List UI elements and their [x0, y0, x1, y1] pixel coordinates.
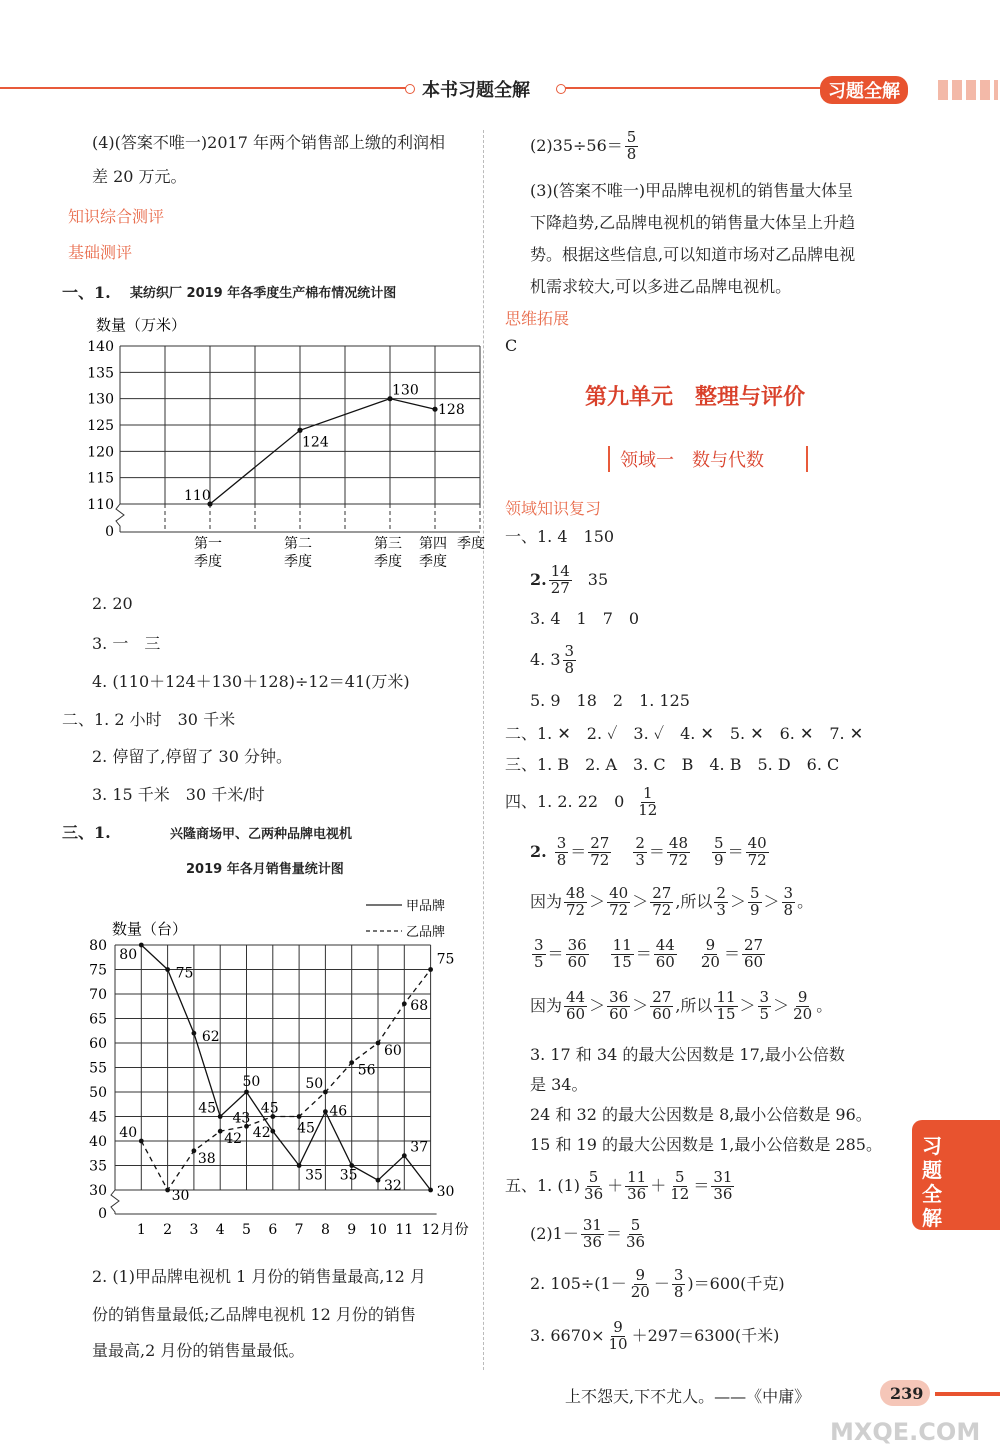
y-tick-label: 80: [89, 938, 107, 954]
fraction: $\frac{5}{36}$: [584, 1168, 604, 1203]
text: 2.: [530, 841, 547, 861]
fraction: $\frac{27}{60}$: [652, 988, 672, 1023]
fraction: $\frac{9}{20}$: [700, 936, 720, 971]
answer-line: (2)35÷56＝ $\frac{5}{8}$: [530, 128, 637, 163]
fraction: $\frac{27}{60}$: [743, 936, 764, 971]
column-divider: [483, 130, 484, 1370]
data-point: [218, 1129, 223, 1134]
answer-line: 2. $\frac{14}{27}$ 35: [530, 562, 609, 597]
answer-line: 4. 3 $\frac{3}{8}$: [530, 642, 575, 677]
fraction: $\frac{36}{60}$: [567, 936, 587, 971]
x-tick-label: 第四: [419, 536, 447, 552]
y-tick-label: 0: [98, 1206, 107, 1222]
text: 五、1. (1): [505, 1175, 581, 1195]
fraction: $\frac{11}{36}$: [627, 1168, 647, 1203]
y-tick-label: 55: [89, 1060, 107, 1077]
text: ＞: [773, 995, 790, 1015]
text: ＝: [635, 943, 652, 963]
x-tick-label: 第三: [374, 536, 402, 552]
x-tick-label: 季度: [194, 554, 222, 570]
answer-line: 是 34。: [530, 1075, 588, 1094]
fraction: $\frac{5}{36}$: [625, 1216, 646, 1251]
data-label: 110: [184, 488, 211, 504]
x-tick-label: 4: [215, 1222, 225, 1238]
axis-break: [111, 1190, 119, 1214]
answer-line: [505, 1170, 736, 1203]
text: 因为: [530, 891, 563, 911]
answer-line: C: [505, 336, 518, 355]
y-tick-label: 40: [89, 1134, 107, 1150]
y-tick-label: 130: [87, 391, 114, 408]
data-label: 35: [339, 1167, 358, 1184]
answer-line: [530, 1218, 649, 1251]
data-label: 42: [252, 1125, 271, 1142]
y-tick-label: 135: [87, 365, 114, 382]
y-axis-label: 数量（台）: [112, 920, 188, 938]
text: ＞: [589, 995, 606, 1015]
question-label: 一、1.: [62, 283, 111, 302]
fraction: $\frac{36}{60}$: [609, 988, 629, 1023]
data-point: [349, 1060, 354, 1065]
data-point: [192, 1031, 197, 1036]
data-point: [297, 1163, 302, 1168]
answer-line: 势。根据这些信息,可以知道市场对乙品牌电视: [530, 245, 856, 264]
text: ＞: [739, 995, 756, 1015]
left-line-2: 差 20 万元。: [92, 167, 187, 186]
text: ＝: [605, 1223, 622, 1243]
x-tick-label: 7: [294, 1222, 304, 1238]
answer-line: 3. 一 三: [92, 634, 161, 653]
text: ＝: [693, 1175, 710, 1195]
data-label: 75: [175, 965, 194, 982]
fraction: $\frac{48}{72}$: [668, 834, 689, 869]
fraction: $\frac{31}{36}$: [713, 1168, 733, 1203]
data-label: 50: [242, 1074, 261, 1090]
x-axis-label: 季度: [457, 536, 485, 552]
header-dot-left: [405, 84, 415, 94]
fraction: $\frac{5}{9}$: [749, 884, 760, 919]
data-point: [428, 1188, 433, 1193]
footer-quote: 上不怨天,下不尤人。——《中庸》: [565, 1387, 811, 1406]
chart-tv-sales: [60, 890, 480, 1245]
text: ＋: [607, 1175, 624, 1195]
fraction: $\frac{5}{12}$: [670, 1168, 690, 1203]
fraction: $\frac{40}{72}$: [747, 834, 767, 869]
text: ＝: [570, 841, 587, 861]
data-label: 75: [436, 951, 455, 968]
x-tick-label: 10: [369, 1222, 387, 1238]
fraction: $\frac{9}{20}$: [793, 988, 813, 1023]
section-heading: 思维拓展: [505, 309, 570, 328]
text: 2. 105÷(1－: [530, 1273, 627, 1293]
footer-bar: [935, 1392, 1000, 1396]
text: ,所以: [675, 995, 713, 1015]
question-label: 三、1.: [62, 823, 111, 842]
y-tick-label: 65: [89, 1011, 107, 1028]
data-label: 130: [392, 382, 419, 399]
data-label: 62: [201, 1029, 220, 1046]
fraction: $\frac{9}{10}$: [608, 1318, 628, 1353]
chart-quarterly-cloth: [60, 310, 485, 580]
data-point: [192, 1148, 197, 1153]
x-tick-label: 第二: [284, 536, 312, 552]
text: 因为: [530, 995, 563, 1015]
data-label: 124: [302, 434, 329, 451]
chart-grid: [87, 339, 480, 540]
text: 3. 6670×: [530, 1325, 605, 1345]
fraction: $\frac{2}{3}$: [716, 884, 726, 919]
data-label: 45: [198, 1100, 217, 1117]
chart-marks: [184, 383, 485, 570]
answer-line: 一、1. 4 150: [505, 527, 615, 546]
data-point: [218, 1114, 223, 1119]
text: 。: [816, 995, 833, 1015]
fraction: $\frac{3}{5}$: [534, 936, 544, 971]
data-point: [270, 1129, 275, 1134]
y-tick-label: 50: [89, 1085, 107, 1101]
answer-line: 二、1. 2 小时 30 千米: [62, 710, 236, 729]
data-label: 50: [305, 1076, 324, 1092]
section-heading: 基础测评: [68, 243, 133, 262]
data-label: 30: [436, 1184, 455, 1200]
header-dot-right: [556, 84, 566, 94]
answer-line: 三、1. B 2. A 3. C B 4. B 5. D 6. C: [505, 755, 840, 774]
chart-title: 某纺织厂 2019 年各季度生产棉布情况统计图: [130, 286, 397, 301]
data-point: [402, 1001, 407, 1006]
data-label: 68: [410, 997, 429, 1014]
y-tick-label: 115: [87, 470, 114, 487]
data-label: 128: [438, 402, 465, 419]
answer-line: 15 和 19 的最大公因数是 1,最小公倍数是 285。: [530, 1135, 882, 1154]
x-tick-label: 季度: [374, 554, 402, 570]
x-tick-label: 6: [268, 1222, 278, 1238]
x-tick-label: 8: [320, 1222, 330, 1238]
data-point: [297, 428, 302, 433]
answer-line: 份的销售量最低;乙品牌电视机 12 月份的销售: [92, 1305, 416, 1324]
data-label: 30: [171, 1188, 190, 1204]
header-rule-right: [565, 87, 823, 89]
x-axis-label: 月份: [440, 1222, 469, 1238]
fraction: $\frac{11}{15}$: [716, 988, 736, 1023]
legend-label-a: 甲品牌: [406, 899, 446, 914]
answer-line: 2. (1)甲品牌电视机 1 月份的销售量最高,12 月: [92, 1267, 426, 1286]
chart-marks: [119, 943, 468, 1238]
answer-line: (3)(答案不唯一)甲品牌电视机的销售量大体呈: [530, 181, 854, 200]
data-point: [376, 1041, 381, 1046]
text: ＝: [727, 841, 744, 861]
data-label: 43: [232, 1110, 251, 1127]
data-label: 46: [329, 1103, 348, 1120]
fraction: $\frac{27}{72}$: [652, 884, 672, 919]
text: ＞: [632, 891, 649, 911]
data-label: 40: [119, 1125, 138, 1141]
y-tick-label: 110: [87, 497, 114, 513]
fraction-compare: [530, 990, 832, 1023]
answer-line: 四、1. 2. 22 0 $\frac{1}{12}$: [505, 784, 658, 819]
text: ＞: [729, 891, 746, 911]
answer-line: 2. 20: [92, 594, 133, 613]
y-tick-label: 60: [89, 1036, 107, 1052]
fraction: $\frac{3}{5}$: [759, 988, 770, 1023]
header-stripes: [938, 80, 998, 100]
data-label: 80: [119, 947, 138, 963]
data-label: 37: [410, 1139, 429, 1156]
text: ＞: [763, 891, 780, 911]
fraction-equations: [530, 836, 771, 869]
fraction: $\frac{31}{36}$: [582, 1216, 602, 1251]
answer-line: 24 和 32 的最大公因数是 8,最小公倍数是 96。: [530, 1105, 872, 1124]
fraction: $\frac{9}{20}$: [630, 1266, 650, 1301]
header-tag: 习题全解: [820, 76, 908, 104]
data-label: 38: [197, 1150, 216, 1167]
data-point: [323, 1090, 328, 1095]
data-point: [244, 1090, 249, 1095]
fraction-equations: [530, 938, 767, 971]
y-tick-label: 35: [89, 1158, 107, 1175]
y-tick-label: 125: [87, 418, 114, 434]
answer-line: [530, 1268, 785, 1301]
data-point: [165, 1188, 170, 1193]
data-point: [139, 1139, 144, 1144]
fraction: $\frac{27}{72}$: [590, 834, 610, 869]
data-point: [297, 1114, 302, 1119]
chart-title: 2019 年各月销售量统计图: [186, 862, 344, 877]
y-tick-label: 0: [105, 524, 114, 540]
fraction: $\frac{3}{8}$: [556, 834, 567, 869]
data-label: 42: [224, 1131, 243, 1148]
fraction: $\frac{11}{15}$: [612, 936, 632, 971]
answer-line: 下降趋势,乙品牌电视机的销售量大体呈上升趋: [530, 213, 856, 232]
x-tick-label: 11: [395, 1222, 414, 1238]
text: ＞: [632, 995, 649, 1015]
data-label: 35: [305, 1167, 323, 1184]
fraction: $\frac{40}{72}$: [609, 884, 629, 919]
data-point: [432, 407, 437, 412]
data-point: [323, 1109, 328, 1114]
chart-title: 兴隆商场甲、乙两种品牌电视机: [170, 827, 353, 842]
unit-title: 第九单元 整理与评价: [585, 385, 806, 410]
data-point: [165, 967, 170, 972]
text: 。: [797, 891, 814, 911]
answer-line: 二、1. ✕ 2. ✓ 3. ✓ 4. ✕ 5. ✕ 6. ✕ 7. ✕: [505, 724, 864, 743]
answer-line: [530, 1320, 779, 1353]
text: －: [653, 1273, 670, 1293]
answer-line: 3. 15 千米 30 千米/时: [92, 785, 265, 804]
fraction-compare: [530, 886, 813, 919]
data-label: 56: [357, 1062, 376, 1079]
text: ＋297＝6300(千米): [631, 1325, 780, 1345]
text: )＝600(千克): [687, 1273, 785, 1293]
text: ＝: [547, 943, 564, 963]
answer-line: 3. 4 1 7 0: [530, 609, 640, 628]
y-tick-label: 70: [89, 987, 107, 1003]
section-heading: 领域知识复习: [505, 499, 602, 518]
side-tab-label: 习题全解: [922, 1134, 942, 1230]
answer-line: 2. 停留了,停留了 30 分钟。: [92, 747, 292, 766]
header-rule-left: [0, 87, 408, 89]
fraction: $\frac{44}{60}$: [566, 988, 586, 1023]
text: ＋: [650, 1175, 667, 1195]
x-tick-label: 第一: [194, 536, 222, 552]
x-tick-label: 1: [136, 1222, 146, 1238]
y-tick-label: 30: [89, 1183, 107, 1199]
x-tick-label: 季度: [419, 554, 447, 570]
text: ＝: [648, 841, 665, 861]
data-point: [428, 967, 433, 972]
side-tab: [912, 1120, 1000, 1230]
legend-label-b: 乙品牌: [406, 925, 446, 940]
answer-line: 量最高,2 月份的销售量最低。: [92, 1341, 305, 1360]
data-label: 32: [384, 1178, 402, 1195]
text: ＝: [723, 943, 740, 963]
text: (2)1－: [530, 1223, 579, 1243]
x-tick-label: 2: [163, 1222, 173, 1238]
left-line-1: (4)(答案不唯一)2017 年两个销售部上缴的利润相: [92, 133, 445, 152]
y-tick-label: 140: [87, 339, 114, 355]
fraction: $\frac{5}{9}$: [714, 834, 724, 869]
x-tick-label: 季度: [284, 554, 312, 570]
x-tick-label: 9: [347, 1222, 357, 1238]
data-label: 45: [260, 1100, 279, 1117]
text: ,所以: [675, 891, 713, 911]
fraction: $\frac{3}{8}$: [783, 884, 794, 919]
data-label: 45: [297, 1120, 315, 1137]
answer-line: 5. 9 18 2 1. 125: [530, 691, 690, 710]
y-tick-label: 45: [89, 1109, 107, 1126]
answer-line: 4. (110＋124＋130＋128)÷12＝41(万米): [92, 672, 410, 691]
domain-title: 领域一 数与代数: [620, 450, 764, 471]
y-axis-label: 数量（万米）: [96, 316, 187, 334]
section-heading: 知识综合测评: [68, 207, 165, 226]
y-tick-label: 75: [89, 962, 107, 979]
answer-line: 3. 17 和 34 的最大公因数是 17,最小公倍数: [530, 1045, 845, 1064]
axis-break: [116, 504, 124, 532]
x-tick-label: 5: [242, 1222, 251, 1238]
page-number: 239: [890, 1384, 924, 1403]
data-point: [402, 1153, 407, 1158]
fraction: $\frac{2}{3}$: [635, 834, 645, 869]
x-tick-label: 12: [421, 1222, 440, 1238]
data-point: [376, 1178, 381, 1183]
data-point: [139, 943, 144, 948]
text: ＞: [589, 891, 606, 911]
fraction: $\frac{48}{72}$: [566, 884, 586, 919]
x-tick-label: 3: [189, 1222, 199, 1238]
series-b-line: [141, 970, 430, 1191]
data-label: 60: [384, 1043, 402, 1059]
y-tick-label: 120: [87, 444, 114, 461]
fraction: $\frac{44}{60}$: [655, 936, 675, 971]
fraction: $\frac{3}{8}$: [673, 1266, 684, 1301]
header-title: 本书习题全解: [422, 80, 530, 101]
answer-line: 机需求较大,可以多进乙品牌电视机。: [530, 277, 792, 296]
watermark: MXQE.COM: [830, 1418, 981, 1446]
